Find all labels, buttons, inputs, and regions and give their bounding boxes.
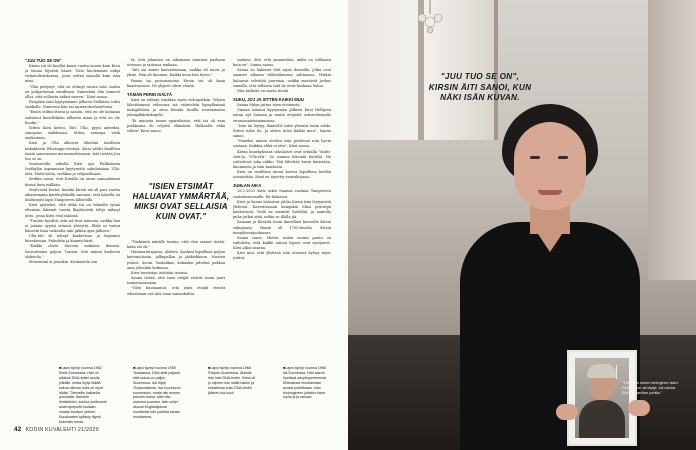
paragraph: "Onneksi minun viettiin isän perhessä niin hyvin vastaan. Kaikkia ehkä ei ottu", Kirsi sanoo. — [233, 139, 331, 149]
section-heading: SUKU, JOJ JA SITTEN KAIKKI MUU — [233, 97, 304, 103]
paragraph: Sanna on hakenut tätä myös ihmisille, jotka ovat saaneet albuma välkväilaisena suhtaensa. Heikin haluavat selvittää juurensa, vaikka meriävät joskus samalla, että sellaista isää he eivät koskaan halua. — [233, 68, 331, 88]
pull-quote: "ISIEN ETSIMÄT HALUAVAT YMMÄRTÄÄ, MIKSI OVAT SELLAISIA KUIN OVAT." — [132, 176, 230, 228]
case-caption: ■ Lapsi syntyi vuonna 1966 Itä-Suomessa. Hän kasvoi hyvässä adoptioperheessä. Kiiltoisesta muuttamaan avuksi poltettuaan. Isän bioloogineen joitakin tukee myös ja ja rauhaa. — [283, 366, 331, 400]
case-caption: ■ Lapsi syntyi vuonna 1955 Tanskassa. DNA-testi paljasti, että sukua on paljon Suomessa. Isä löytyi Yhdysvalloista. Isä ei puhunut suomeanin, mutta niin monen puhuen halua, ettei hän osannut suomea. Isän veljet asuvat Englantijoissa muutamat hän puhetta kausa muutamma. — [133, 366, 181, 420]
eye — [558, 156, 568, 159]
paragraph: Meneminä ei jossakin. Keskustelu sen — [29, 259, 98, 264]
text-column-2-bottom — [127, 240, 225, 360]
text-column-2-top — [127, 58, 225, 170]
hero-quote: "JUU TUO SE ON", KIRSIN ÄITI SANOI, KUN NÄKI ISÄN KUVAN. — [428, 72, 532, 102]
paragraph: Kirsin isä oli kuollut kuusi vuotta ennen kuin Kirsi ja Sanna löysivät hänet. Tieto kuolemasta näkyi virkatodistuksessa, josta selvisi samalla kuin isän nimi. — [25, 64, 120, 84]
section-heading: JUHLAN AIKA — [233, 183, 262, 189]
paragraph: "Olen huomannut, että isien etsijät etsivät oikeastaan erä itää vaan samankaltai- — [127, 286, 225, 296]
paragraph: Kirsi tunnistaa isästään itsensä. — [131, 270, 189, 275]
paragraph: "Olin pettynyt, että en ehtinyt tavata isää, mutta en pohjattoman surullinen. Emmehän olin tunneet ollut, että sellaista näkisi surren." Kirsi sanoo. — [25, 84, 120, 99]
text-column-1 — [25, 58, 120, 363]
neckline — [530, 222, 570, 252]
father-photo — [575, 358, 629, 438]
paragraph: "Tärkeintä minälle tuntuu, että olen saanut tietää, kuka isä oli." — [127, 240, 225, 250]
hand — [628, 400, 650, 416]
paragraph: "Ei minusta tunnu epäreiluista, että isä oli vain poikkeana eli veljistä elämässä. Halkoalta ehkä vähän" Kirsi sanoo. — [127, 118, 225, 133]
case-caption: ■ Lapsi syntyi vuonna 1968 Pohjois-Suomessa. Äidissä hän haki DNA-testin. Kerta oli jo olipeen tuin isällä hakee ja eksistessa suku DNA-testin jälkeen isä kuoli. — [208, 366, 256, 395]
paragraph: "Kaikki olivat hirveän mukavia ihmisiä. Sauvotimme paljon. Tunnui, että minun kuuluvin olokseila." — [25, 244, 120, 259]
curtain — [648, 0, 696, 280]
paragraph: Seuraavalla viikolla Kirsi ajoi Pirkkalasta Ivsäkylän tapaamaan kyytynettä sukulaisiaan Ulla-tätä, Matti-setää, serkkua ja velipuolisaan. — [25, 161, 120, 177]
paragraph: "Tuntuu hyvältä, että isä tiesi minusta, vaikka hän ei jostain syystä ottanut yhteyttä. Ehkä se tuntui hänestä liian vaikealta niin pitkän ajan jälkeen." — [25, 218, 120, 233]
page-footer — [14, 426, 99, 433]
issue-number: 21/2020 — [78, 427, 99, 433]
case-caption: ■ Lapsi syntyi vuonna 1962 Etelä-Suomessa. Hän oli pikkuisi DNA-testin avulla pitkälle. mutta löytyi ilkkää sukua ollessa mies oli mynt Isällsi. Tiiemelile kaikanlla porukalta. Samalla ilmekekikin, kuinka umittuneet asiat syntyivät tuodaan veaaat ihmisen yhteen. Kuuskaaten kyllästy täynä toisenkin sesta. — [59, 366, 107, 425]
face — [514, 122, 586, 210]
paragraph: Kirsi on nähnyt isästään myös videopätkän. Veljien lähettämissä videoissa isä väänteleki kymyllemmä nukajuhlissa ja sitoo kentän lavalla seuraamassa juhonjäkkekskopelä. — [127, 97, 225, 118]
paragraph: 28.2.2020 Kirsi sekei Sannaa vastaan Tampereen rautatieasemalla. He halaavat. — [233, 189, 331, 199]
paragraph: Sanna Miian juttua isien etsimestä. — [237, 103, 301, 108]
paragraph: Matti-setä kertoi, kuinka Kirsin isä oli puri vuotta aikaisemmin käveleyleksillä sanonut, että hänellä on luultavasti lapsi Tampereen lähistöllä. — [25, 187, 120, 203]
paragraph: "Isän tai löytyy, ihmiselle tulee yleensä ensin sokki. Sitten tulee ilo. Ja sitten tulee kaikki muu", Sanna sanoo. — [233, 123, 331, 139]
paragraph: Sanna sanoi: Mietin, miten monta puuta on vaihdetta, että kaikki näissä lapset ovat syntyneet. Kirsi alkoi naurua. — [233, 235, 331, 251]
mouth — [538, 190, 562, 195]
paragraph: Serkku sanoi, että Kirsillä on aivan samanlainen tärinä kuin isällään. — [25, 177, 120, 187]
section-heading: "JUU TUO SE ON" — [25, 58, 62, 63]
photo-body — [579, 400, 625, 438]
paragraph: Kirsi ajattelee, että ehkä isä on tehnälla työnä eltenaan kikenut tuosta lhajäävästä teltja nähnyt juttu, jossa Kirsi etsii isäänsä. — [25, 203, 120, 218]
publication-name: KODIN KUVALEHTI — [25, 427, 77, 433]
photo-caption: "Tässä on minun biologinen isäni Pekka. Kun sä täytyi, tuli nauha. Enää ei tarvitse pohtia." — [622, 381, 678, 395]
paragraph: Parijakin isän kyytyrimmei jälkeen Siellaisin tulisi sisäkolle. Numeron hän sai numerotiedustelusta. — [25, 100, 120, 110]
section-heading: TÄMÄN PERIN ISÄLTÄ — [127, 91, 173, 97]
paragraph: "Ensin otiltiin itseni ja sanoin, että en ole koskaan soittanut kenellekään tällaista asiaa ja että en ole huolta." — [25, 110, 120, 125]
page-number: 42 — [14, 426, 22, 433]
photo-hair — [587, 364, 617, 378]
case-captions — [25, 366, 335, 426]
paragraph: suuksia. Sitä, että ymmärtäisi, miksi on sellainen kuin on", Sanna sanoo. — [233, 58, 331, 68]
framed-photo — [567, 350, 637, 446]
paragraph: Sitten Kirsi kertoi, Tätt, Ulla, pyysi anteeksi, sanopaus sudeksaan. Sitten sanoopa vielä audiostaan. — [25, 125, 120, 141]
paragraph: Kävi niin, että yhdessä isää etsiessä kyttyy myös ystävä. — [233, 251, 331, 261]
paragraph: Samaan ja Kirsistä tunni ilmeellinä kaveeilla Kirsin sukupuata. Nimiä oli 1700-luvulta. Kirsin nimiyhteenjuoksessa. — [233, 220, 331, 235]
chandelier-icon — [410, 0, 450, 34]
paragraph: Kirsi on virallisen minut kertoa lapsilleen heidän isoisästään. Nimi on täytetty vauvakirjaan. — [233, 170, 331, 180]
paragraph: Sanna tietää, että isien etsijät etsivät usein juuri tunnetasoissaan. — [127, 276, 225, 286]
paragraph: "Äiti sai minut kasvattamaan, vaikka oli nuori ja yksin. Hän oli ihminen. Kaikki meni hän hyvin." — [127, 68, 225, 78]
paragraph: tä, että jokainen on aikoinaan toiminut parhaan tietonsa ja taitonsa mukaan. — [127, 58, 225, 68]
paragraph: Pamia tai puisonomona Kirsin isä oli kaan kaarivatarus. Ne ylipeet olivat vääriä. — [127, 78, 225, 88]
paragraph: Ulla-täti oli tehnyt kaakettsua ja leipomut hiivakeesaa. Puhuttiin ja kauniit käsit. — [25, 234, 120, 244]
hand — [556, 404, 578, 420]
eye — [530, 156, 540, 159]
paragraph: Huumorintajunsa, Ahkera. Kaskasi lapsillaan paljon karvanolasiin, jalkapallon ja jääkiekkoon. Monien ystävä. Avoin. Vauhdikas, kokauksi pilettää pakkoa aina johonkin kulmaan. — [127, 250, 225, 270]
paragraph: Kirsin kuurkyksissä sukulaiset ovat ottinilla "Matti-setä"ja "Ulla-täti." Se suunaa Kirsintä hyvältä. He soittelevat joka viikko. Täti lähettää kuvia käsistään, kuonnosta ja isän haudasta. — [233, 149, 331, 169]
text-column-3 — [233, 58, 331, 363]
paragraph: Niin tärkeää on saada tietää. — [237, 88, 290, 93]
paragraph: Omaan isäansä kyyrynmen jälkeen Kirsi Helfgren autaa nyt Sannaa ja muita etsijöitä sotturehemalla viranomaistoiminnassa. — [233, 108, 331, 123]
paragraph: Kirsi ja Ulla alkoivat lähettää toisilleen nukahtavia Whatsapp-viestejä. Kirsi välitti hänllhen taistä sanoessaan murunuudeissaan. Isät tietään Juu tuo se on. — [25, 141, 120, 161]
portrait-woman — [452, 104, 642, 450]
paragraph: Kirsi ja Sanna halusivat juhlia Kirsin isän löytymistä yhdessä. Kaveritissaan kumpikin itlasi pitivätpä kauhuvintä. Vielä ne menivät hotelliin, ja aamulla puhe jatkui siitä, mihin se illalla jäi. — [233, 199, 331, 220]
